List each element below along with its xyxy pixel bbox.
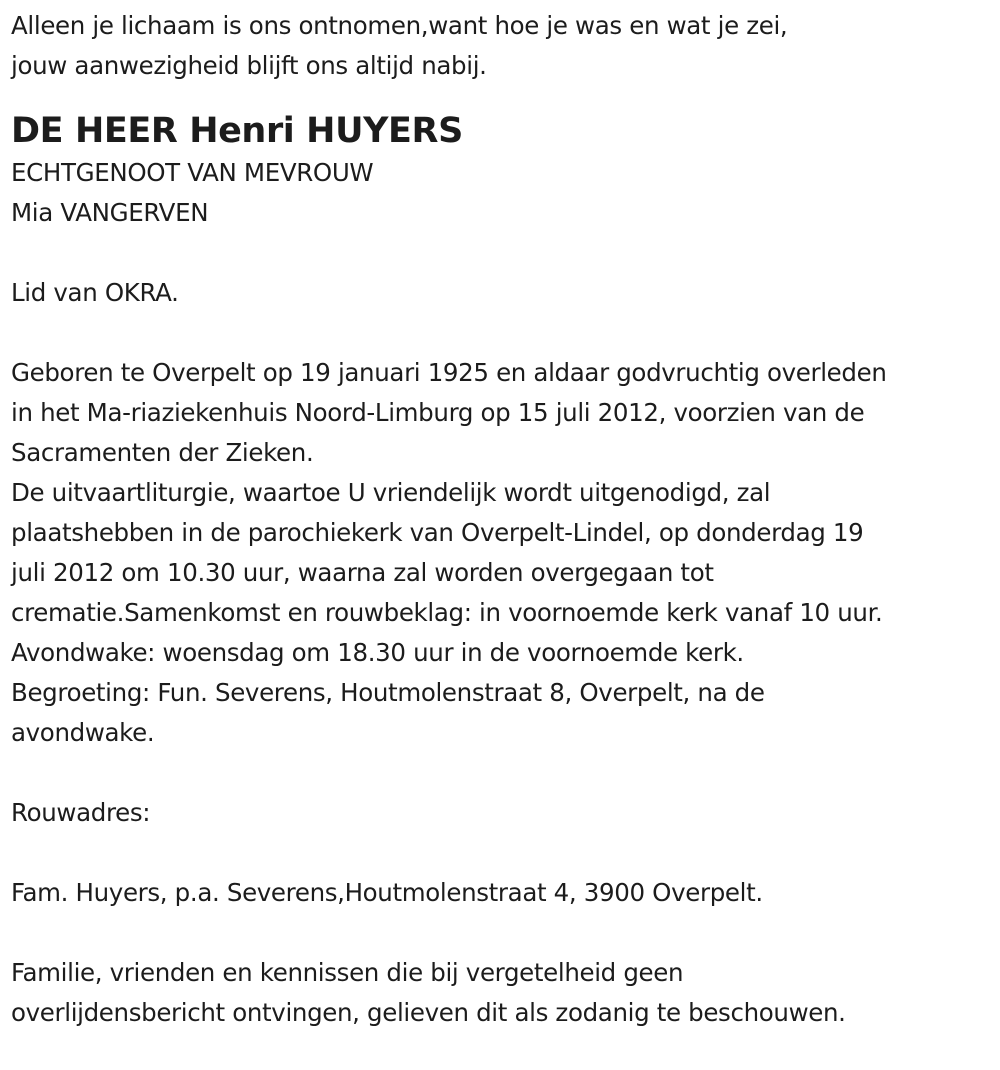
- details-line: juli 2012 om 10.30 uur, waarna zal worden overgegaan tot: [11, 558, 714, 587]
- spacer: [11, 233, 991, 273]
- details-line: avondwake.: [11, 718, 155, 747]
- spacer: [11, 313, 991, 353]
- spacer: [11, 833, 991, 873]
- details-paragraph: [11, 353, 991, 753]
- death-notice: [11, 0, 991, 1033]
- notice: [11, 953, 991, 1033]
- details-line: Avondwake: woensdag om 18.30 uur in de voornoemde kerk.: [11, 638, 744, 667]
- motto-line: jouw aanwezigheid blijft ons altijd nabij.: [11, 51, 487, 80]
- spouse-name: Mia VANGERVEN: [11, 198, 209, 227]
- details-line: plaatshebben in de parochiekerk van Overpelt-Lindel, op donderdag 19: [11, 518, 864, 547]
- spacer: [11, 913, 991, 953]
- motto-line: Alleen je lichaam is ons ontnomen,want hoe je was en wat je zei,: [11, 11, 788, 40]
- relation: [11, 153, 991, 233]
- relation-line: ECHTGENOOT VAN MEVROUW: [11, 158, 374, 187]
- details-line: crematie.Samenkomst en rouwbeklag: in voornoemde kerk vanaf 10 uur.: [11, 598, 883, 627]
- details-line: Sacramenten der Zieken.: [11, 438, 314, 467]
- spacer: [11, 753, 991, 793]
- motto: [11, 6, 991, 86]
- notice-line: overlijdensbericht ontvingen, gelieven dit als zodanig te beschouwen.: [11, 998, 846, 1027]
- details-line: in het Ma-riaziekenhuis Noord-Limburg op 15 juli 2012, voorzien van de: [11, 398, 865, 427]
- notice-line: Familie, vrienden en kennissen die bij vergetelheid geen: [11, 958, 684, 987]
- details-line: Begroeting: Fun. Severens, Houtmolenstraat 8, Overpelt, na de: [11, 678, 765, 707]
- details-line: Geboren te Overpelt op 19 januari 1925 en aldaar godvruchtig overleden: [11, 358, 887, 387]
- address-value: Fam. Huyers, p.a. Severens,Houtmolenstraat 4, 3900 Overpelt.: [11, 878, 763, 907]
- membership: Lid van OKRA.: [11, 278, 179, 307]
- deceased-name: DE HEER Henri HUYERS: [11, 111, 463, 151]
- address-label: Rouwadres:: [11, 798, 151, 827]
- details-line: De uitvaartliturgie, waartoe U vriendelijk wordt uitgenodigd, zal: [11, 478, 771, 507]
